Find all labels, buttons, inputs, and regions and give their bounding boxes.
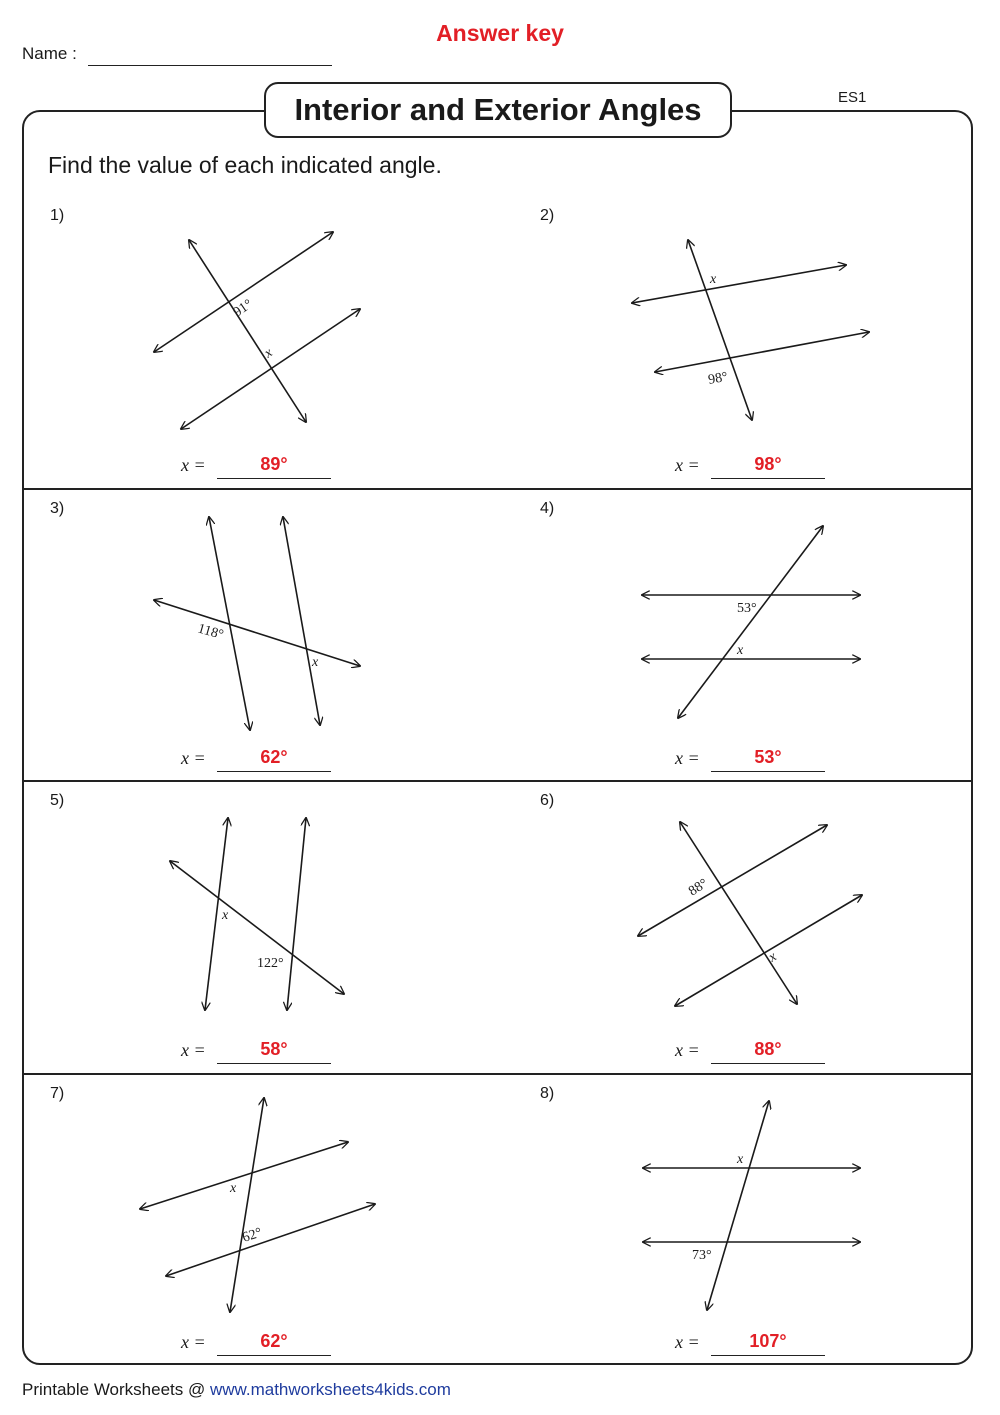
problem-number: 1) bbox=[50, 207, 65, 224]
angle-label: x bbox=[230, 1181, 237, 1196]
answer-label: x = bbox=[675, 1332, 700, 1352]
instructions: Find the value of each indicated angle. bbox=[48, 152, 442, 178]
angle-label: x bbox=[737, 643, 744, 658]
footer-prefix: Printable Worksheets @ bbox=[22, 1380, 210, 1399]
angle-label: x bbox=[710, 272, 717, 287]
answer-value: 89° bbox=[260, 454, 288, 474]
angle-label: x bbox=[766, 949, 780, 966]
problem-number: 3) bbox=[50, 500, 65, 517]
answer-value: 62° bbox=[260, 1331, 288, 1351]
answer-field[interactable] bbox=[217, 771, 331, 772]
row-divider-1 bbox=[22, 488, 973, 490]
answer-value: 88° bbox=[754, 1039, 782, 1059]
angle-label: 62° bbox=[240, 1225, 264, 1246]
answer-label: x = bbox=[181, 1040, 206, 1060]
problem-number: 5) bbox=[50, 792, 65, 809]
angle-label: 98° bbox=[707, 369, 730, 388]
worksheet-code: ES1 bbox=[838, 89, 867, 106]
page-title: Interior and Exterior Angles bbox=[264, 82, 732, 138]
problem-number: 7) bbox=[50, 1085, 65, 1102]
answer-field[interactable] bbox=[217, 478, 331, 479]
row-divider-2 bbox=[22, 780, 973, 782]
answer-key-heading: Answer key bbox=[436, 20, 564, 46]
answer-field[interactable] bbox=[711, 1355, 825, 1356]
row-divider-3 bbox=[22, 1073, 973, 1075]
angle-label: x bbox=[737, 1152, 744, 1167]
angle-label: 91° bbox=[230, 296, 256, 321]
answer-field[interactable] bbox=[711, 478, 825, 479]
answer-label: x = bbox=[181, 455, 206, 475]
angle-label: 118° bbox=[195, 621, 226, 644]
footer bbox=[22, 1380, 451, 1400]
answer-value: 62° bbox=[260, 747, 288, 767]
answer-field[interactable] bbox=[711, 1063, 825, 1064]
answer-label: x = bbox=[181, 748, 206, 768]
problem-number: 6) bbox=[540, 792, 555, 809]
answer-field[interactable] bbox=[711, 771, 825, 772]
answer-label: x = bbox=[675, 748, 700, 768]
worksheet-frame bbox=[22, 110, 973, 1365]
answer-value: 107° bbox=[749, 1331, 787, 1351]
answer-label: x = bbox=[675, 1040, 700, 1060]
answer-value: 58° bbox=[260, 1039, 288, 1059]
problem-number: 2) bbox=[540, 207, 555, 224]
answer-value: 98° bbox=[754, 454, 782, 474]
problem-number: 4) bbox=[540, 500, 555, 517]
angle-label: 53° bbox=[737, 601, 757, 616]
answer-field[interactable] bbox=[217, 1355, 331, 1356]
answer-label: x = bbox=[181, 1332, 206, 1352]
angle-label: x bbox=[261, 345, 276, 362]
footer-link[interactable]: www.mathworksheets4kids.com bbox=[209, 1380, 451, 1399]
angle-label: 122° bbox=[257, 956, 284, 971]
name-field[interactable] bbox=[88, 65, 332, 66]
angle-label: 88° bbox=[686, 876, 711, 900]
answer-label: x = bbox=[675, 455, 700, 475]
answer-field[interactable] bbox=[217, 1063, 331, 1064]
angle-label: x bbox=[222, 908, 229, 923]
name-label: Name : bbox=[22, 44, 77, 63]
angle-label: x bbox=[312, 655, 319, 670]
problem-number: 8) bbox=[540, 1085, 555, 1102]
answer-value: 53° bbox=[754, 747, 782, 767]
angle-label: 73° bbox=[692, 1248, 712, 1263]
